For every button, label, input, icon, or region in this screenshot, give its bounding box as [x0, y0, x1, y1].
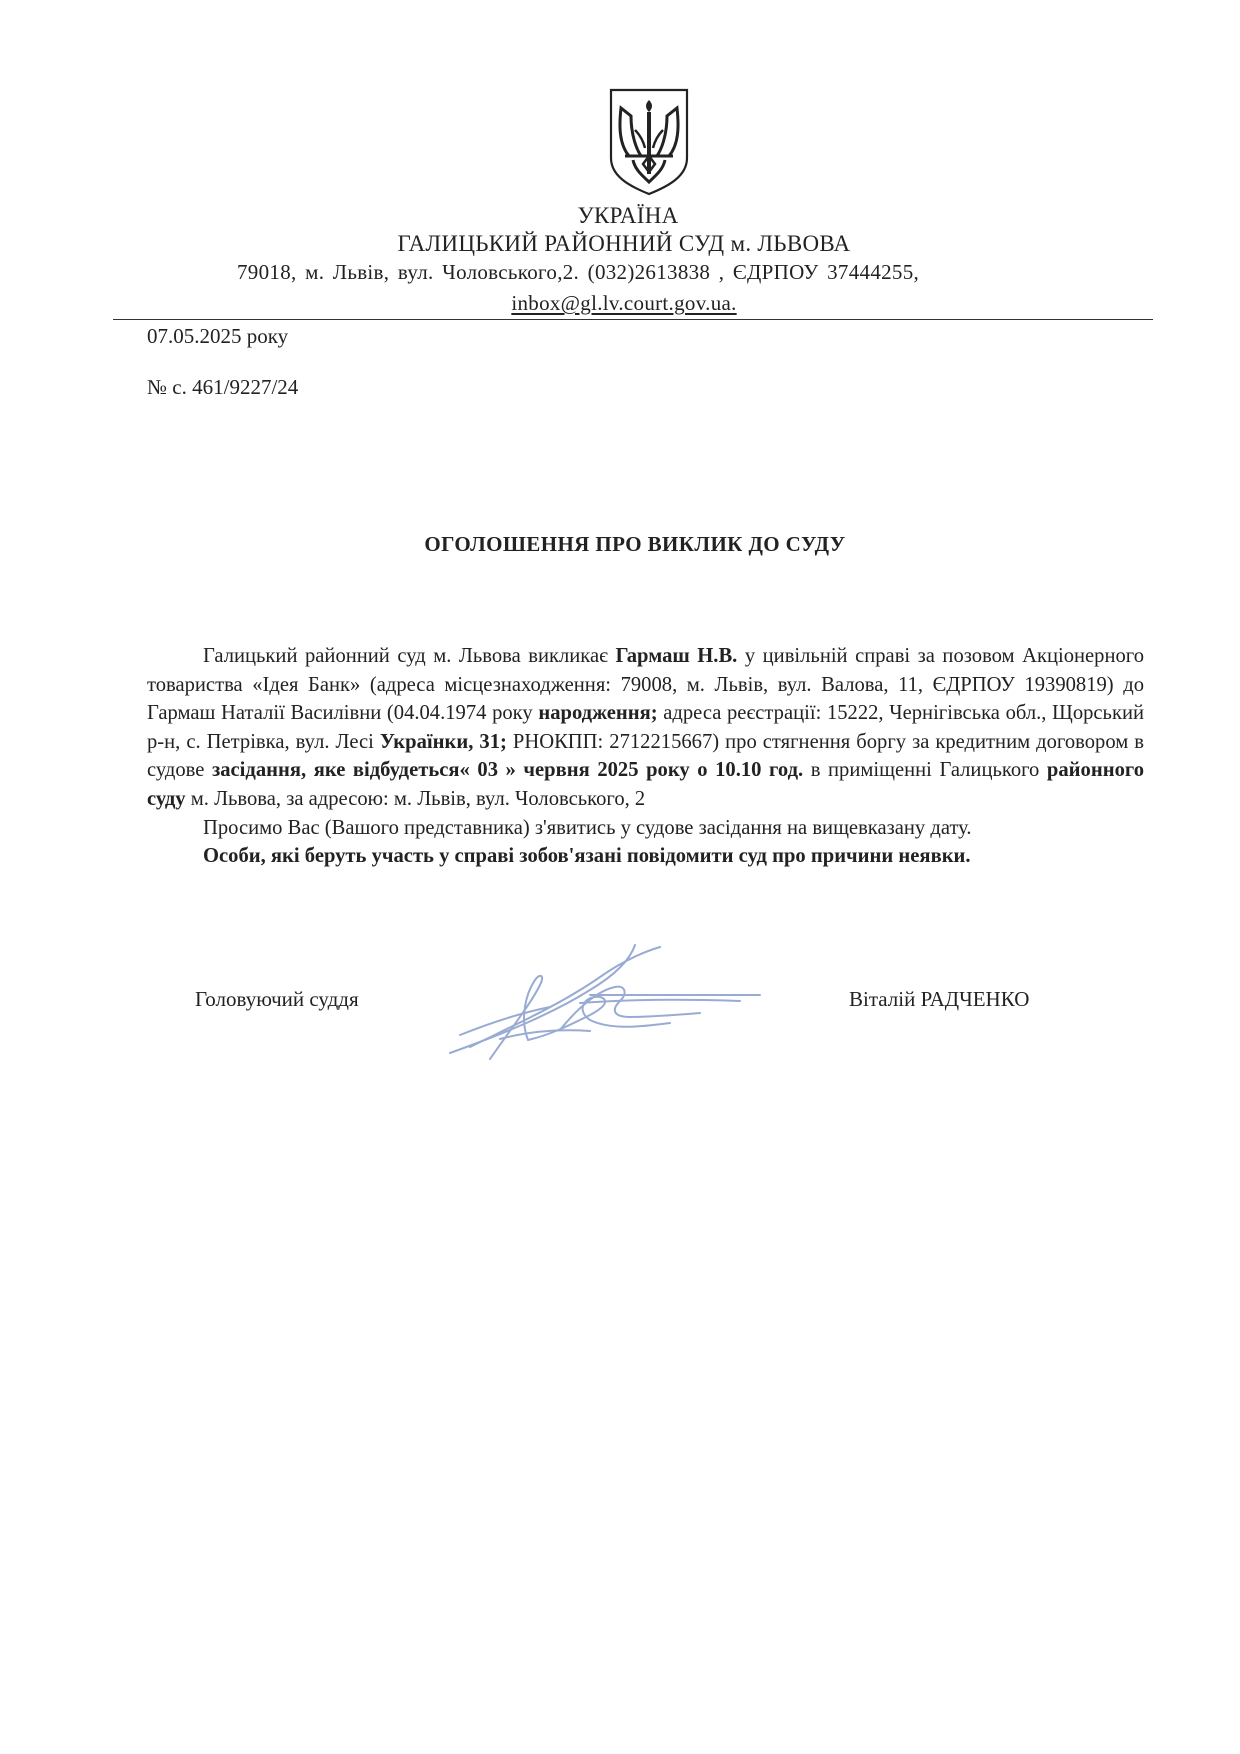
body-paragraph-summons [147, 642, 1144, 814]
obligation-text: Особи, які беруть участь у справі зобов'язані повідомити суд про причини неявки. [203, 845, 971, 868]
case-number: № с. 461/9227/24 [147, 375, 299, 399]
header-email: inbox@gl.lv.court.gov.ua. [511, 291, 737, 315]
header-court-name: ГАЛИЦЬКИЙ РАЙОННИЙ СУД м. ЛЬВОВА [397, 231, 851, 256]
header-divider [113, 319, 1153, 320]
defendant-name: Гармаш Н.В. [615, 645, 738, 667]
signatory-name: Віталій РАДЧЕНКО [849, 987, 1030, 1011]
document-date: 07.05.2025 року [147, 324, 289, 348]
body-paragraph-obligation [147, 842, 1144, 871]
body-text-segment: РНОКПП: 2712215667) про стягнення боргу за кредитним договором в судове [147, 730, 1144, 782]
body-paragraph-request: Просимо Вас (Вашого представника) з'явитись у судове засідання на вищевказану дату. [203, 816, 972, 839]
ukraine-trident-emblem-icon [605, 86, 693, 198]
body-text-segment: Галицький районний суд м. Львова викликає [203, 645, 616, 667]
document-title: ОГОЛОШЕННЯ ПРО ВИКЛИК ДО СУДУ [424, 532, 846, 556]
header-country: УКРАЇНА [577, 203, 679, 228]
body-bold-segment: Українки, 31; [379, 730, 507, 753]
header-address: 79018, м. Львів, вул. Чоловського,2. (032)2613838 , ЄДРПОУ 37444255, [237, 260, 920, 284]
handwritten-signature [440, 935, 770, 1065]
body-text-segment: в приміщенні Галицького [803, 759, 1047, 782]
body-bold-segment: районного суду [147, 759, 1144, 810]
hearing-datetime: засідання, яке відбудеться« 03 » червня 2025 року о 10.10 год. [211, 759, 804, 782]
body-text-segment: м. Львова, за адресою: м. Львів, вул. Чоловського, 2 [185, 787, 646, 810]
document-body [147, 642, 1144, 871]
body-bold-segment: народження; [538, 702, 658, 725]
body-text-segment: у цивільній справі за позовом Акціонерного товариства «Ідея Банк» (адреса місцезнаходження: 79008, м. Львів, вул. Валова, 11, ЄДРПОУ 19390819) до Гармаш Наталії Василівни (04.04.1974 року [147, 645, 1145, 725]
signatory-role: Головуючий суддя [195, 987, 359, 1011]
body-text-segment: адреса реєстрації: 15222, Чернігівська обл., Щорський р-н, с. Петрівка, вул. Лесі [147, 702, 1144, 753]
